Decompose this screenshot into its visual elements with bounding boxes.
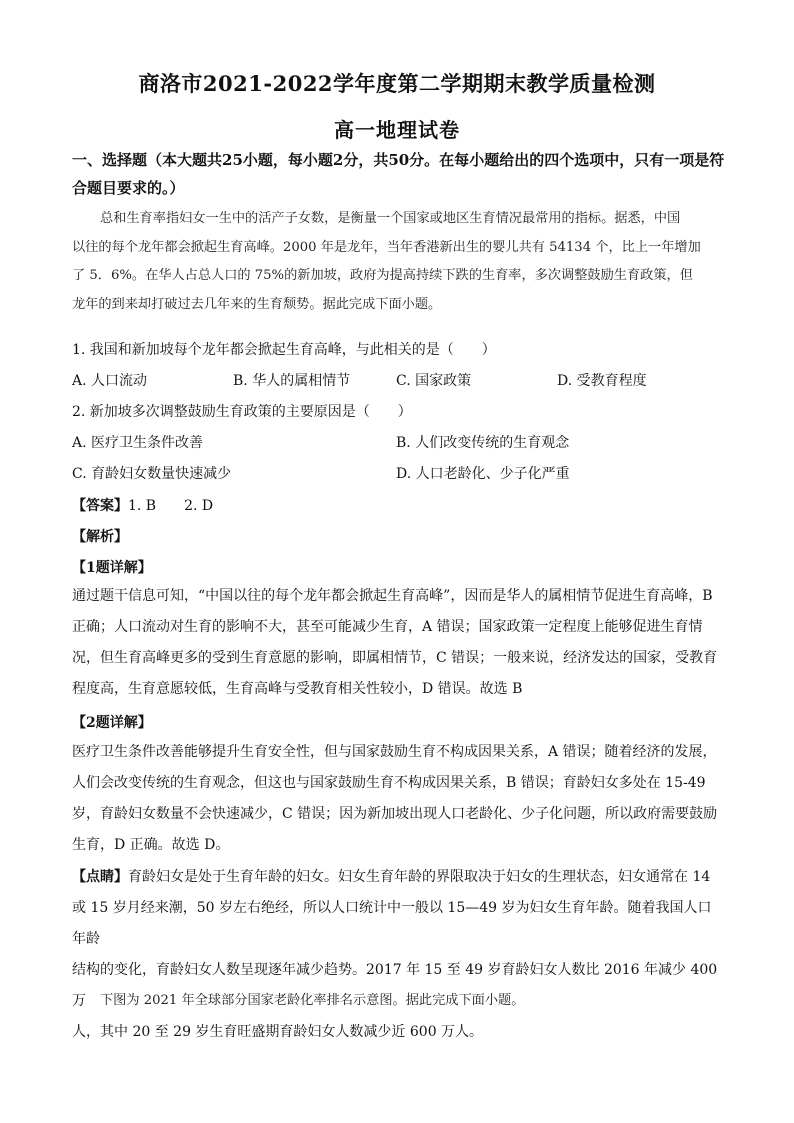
tip-line: 或 15 岁月经来潮，50 岁左右绝经，所以人口统计中一般以 15—49 岁为妇女生育年龄。随着我国人口年龄 <box>72 900 712 947</box>
question-2-option-a: A. 医疗卫生条件改善 <box>72 435 204 451</box>
passage-2-line: 下图为 2021 年全球部分国家老龄化率排名示意图。据此完成下面小题。 <box>100 993 525 1008</box>
answer-tag: 【答案】 <box>72 498 128 514</box>
detail-1-body <box>72 581 722 705</box>
tip-body <box>72 862 722 1048</box>
tip-tag: 【点睛】 <box>72 869 128 885</box>
passage-1-line: 以往的每个龙年都会掀起生育高峰。2000 年是龙年，当年香港新出生的婴儿共有 54134 个，比上一年增加 <box>72 239 701 255</box>
detail-2-body <box>72 737 722 861</box>
detail-2-line: 医疗卫生条件改善能够提升生育安全性，但与国家鼓励生育不构成因果关系，A 错误；随着经济的发展， <box>72 744 717 760</box>
question-1-option-c: C. 国家政策 <box>396 373 472 389</box>
tip-line <box>72 862 722 893</box>
question-1-option-b: B. 华人的属相情节 <box>233 373 351 389</box>
detail-2-line: 人们会改变传统的生育观念，但这也与国家鼓励生育不构成因果关系，B 错误；育龄妇女多处在 15-49 <box>72 775 706 791</box>
question-1-option-a: A. 人口流动 <box>72 373 148 389</box>
question-1-stem: 1. 我国和新加坡每个龙年都会掀起生育高峰，与此相关的是（ ） <box>72 342 496 358</box>
tip-line: 人，其中 20 至 29 岁生育旺盛期育龄妇女人数减少近 600 万人。 <box>72 1024 484 1040</box>
question-2-option-b: B. 人们改变传统的生育观念 <box>396 435 570 451</box>
tip-line-1: 育龄妇女是处于生育年龄的妇女。妇女生育年龄的界限取决于妇女的生理状态，妇女通常在 14 <box>128 869 711 885</box>
passage-1-line: 总和生育率指妇女一生中的活产子女数，是衡量一个国家或地区生育情况最常用的指标。据悉，中国 <box>100 211 681 226</box>
passage-1 <box>72 205 722 319</box>
passage-2 <box>72 987 722 1016</box>
question-1-option-d: D. 受教育程度 <box>557 373 647 389</box>
analysis-tag: 【解析】 <box>72 529 128 545</box>
tip-line: 结构的变化，育龄妇女人数呈现逐年减少趋势。2017 年 15 至 49 岁育龄妇女人数比 2016 年减少 400 万 <box>72 962 718 1009</box>
answer-line <box>72 495 213 515</box>
detail-1-line: 通过题干信息可知，“中国以往的每个龙年都会掀起生育高峰”，因而是华人的属相情节促进生育高峰，B <box>72 588 713 604</box>
passage-1-line: 龙年的到来却打破过去几年来的生育颓势。据此完成下面小题。 <box>72 296 442 312</box>
question-2-option-d: D. 人口老龄化、少子化严重 <box>396 466 570 482</box>
detail-2-line: 岁，育龄妇女数量不会快速减少，C 错误；因为新加坡出现人口老龄化、少子化问题，所以政府需要鼓励 <box>72 806 718 822</box>
detail-1-line: 况，但生育高峰更多的受到生育意愿的影响，即属相情节，C 错误；一般来说，经济发达的国家，受教育 <box>72 650 718 666</box>
detail-1-line: 程度高，生育意愿较低，生育高峰与受教育相关性较小，D 错误。故选 B <box>72 681 523 697</box>
detail-1-tag: 【1题详解】 <box>72 560 152 576</box>
detail-2-tag: 【2题详解】 <box>72 715 152 731</box>
detail-1-line: 正确；人口流动对生育的影响不大，甚至可能减少生育，A 错误；国家政策一定程度上能够促进生育情 <box>72 619 703 635</box>
question-2-option-c: C. 育龄妇女数量快速减少 <box>72 466 232 482</box>
exam-subtitle: 高一地理试卷 <box>334 118 460 142</box>
detail-2-line: 生育，D 正确。故选 D。 <box>72 837 230 853</box>
passage-1-line: 了 5．6%。在华人占总人口的 75%的新加坡，政府为提高持续下跌的生育率，多次调整鼓励生育政策，但 <box>72 268 693 283</box>
question-2-stem: 2. 新加坡多次调整鼓励生育政策的主要原因是（ ） <box>72 404 412 420</box>
exam-title: 商洛市2021-2022学年度第二学期期末教学质量检测 <box>138 71 656 96</box>
section-heading: 一、选择题（本大题共25小题，每小题2分，共50分。在每小题给出的四个选项中，只有一项是符合题目要求的。） <box>72 151 725 197</box>
answer-text: 1. B 2. D <box>128 498 214 514</box>
